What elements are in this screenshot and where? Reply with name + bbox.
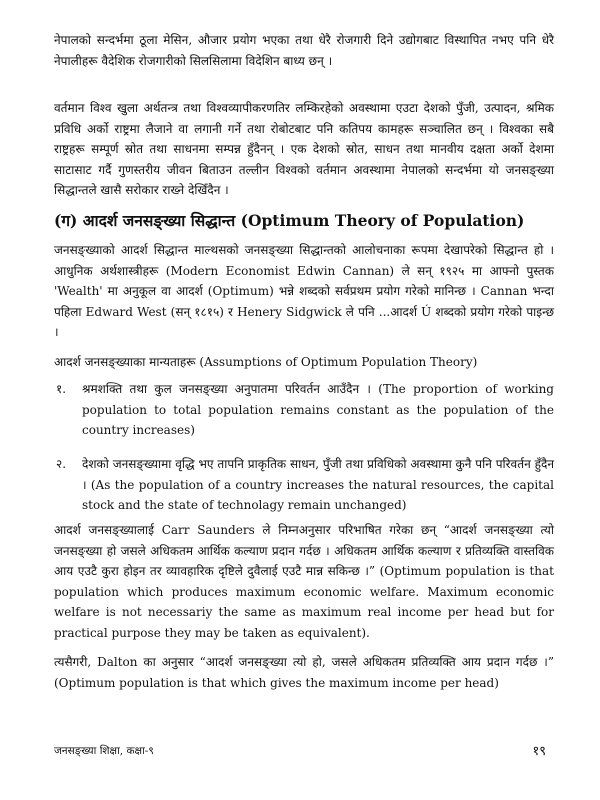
page-number: १९ — [532, 744, 546, 759]
paragraph-global-economy: वर्तमान विश्व खुला अर्थतन्त्र तथा विश्वव्यापीकरणतिर लम्किरहेको अवस्थामा एउटा देशको पुँजी, उत्पादन, श्रमिक प्रविधि अर्को राष्ट्रमा लैजाने वा लगानी गर्ने तथा रोबोटबाट पनि कतिपय कामहरू सञ्चालित छन् । विश्वका सबै राष्ट्रहरू सम्पूर्ण स्रोत तथा साधनमा सम्पन्न हुँदैनन् । एक देशको स्रोत, साधन तथा मानवीय दक्षता अर्को देशमा साटासाट गर्दै गुणस्तरीय जीवन बिताउन तल्लीन विश्वको वर्तमान अवस्थामा नेपालको सन्दर्भमा यो जनसङ्ख्या सिद्धान्तले खासै सरोकार राख्ने देखिँदैन । — [54, 101, 554, 197]
section-heading-optimum-theory: (ग) आदर्श जनसङ्ख्या सिद्धान्त (Optimum Theory of Population) — [54, 211, 525, 230]
paragraph-dalton-definition: त्यसैगरी, Dalton का अनुसार “आदर्श जनसङ्ख्या त्यो हो, जसले अधिकतम प्रतिव्यक्ति आय प्रदान गर्दछ ।” (Optimum population is that which gives the maximum income per head) — [54, 655, 554, 690]
assumptions-heading: आदर्श जनसङ्ख्याका मान्यताहरू (Assumptions of Optimum Population Theory) — [54, 355, 478, 369]
paragraph-optimum-introduction: जनसङ्ख्याको आदर्श सिद्धान्त माल्थसको जनसङ्ख्या सिद्धान्तको आलोचनाका रूपमा देखापरेको सिद्धान्त हो । आधुनिक अर्थशास्त्रीहरू (Modern Economist Edwin Cannan) ले सन् १९२५ मा आफ्नो पुस्तक 'Wealth' मा अनुकूल वा आदर्श (Optimum) भन्ने शब्दको सर्वप्रथम प्रयोग गरेको मानिन्छ । Cannan भन्दा पहिला Edward West (सन् १८१५) र Henery Sidgwick ले पनि ...आदर्श Ú शब्दको प्रयोग गरेको पाइन्छ । — [54, 243, 554, 339]
paragraph-foreign-employment: नेपालको सन्दर्भमा ठूला मेसिन, औजार प्रयोग भएका तथा धेरै रोजगारी दिने उद्योगबाट विस्थापित नभए पनि धेरै नेपालीहरू वैदेशिक रोजगारीको सिलसिलामा विदेशिन बाध्य छन् । — [54, 33, 554, 68]
list-item — [54, 454, 554, 516]
paragraph-carr-saunders-definition: आदर्श जनसङ्ख्यालाई Carr Saunders ले निम्नअनुसार परिभाषित गरेका छन् “आदर्श जनसङ्ख्या त्यो जनसङ्ख्या हो जसले अधिकतम आर्थिक कल्याण प्रदान गर्दछ । अधिकतम आर्थिक कल्याण र प्रतिव्यक्ति वास्तविक आय एउटै कुरा होइन तर व्यावहारिक दृष्टिले दुवैलाई एउटै मान्न सकिन्छ ।” (Optimum population is that population which produces maximum economic welfare. Maximum economic welfare is not necessariy the same as maximum real income per head but for practical purpose they may be taken as equivalent). — [54, 523, 554, 640]
footer-book-title: जनसङ्ख्या शिक्षा, कक्षा-९ — [54, 745, 154, 757]
list-item-number: १. — [56, 382, 67, 396]
list-item-number: २. — [56, 457, 67, 471]
list-item-text: श्रमशक्ति तथा कुल जनसङ्ख्या अनुपातमा परिवर्तन आउँदैन । (The proportion of working population to total population remains constant as the population of the country increases) — [82, 382, 554, 437]
list-item-text: देशको जनसङ्ख्यामा वृद्धि भए तापनि प्राकृतिक साधन, पुँजी तथा प्रविधिको अवस्थामा कुनै पनि परिवर्तन हुँदैन । (As the population of a country increases the natural resources, the capital stock and the state of technolagy remain unchanged) — [82, 457, 554, 512]
list-item — [54, 379, 554, 441]
